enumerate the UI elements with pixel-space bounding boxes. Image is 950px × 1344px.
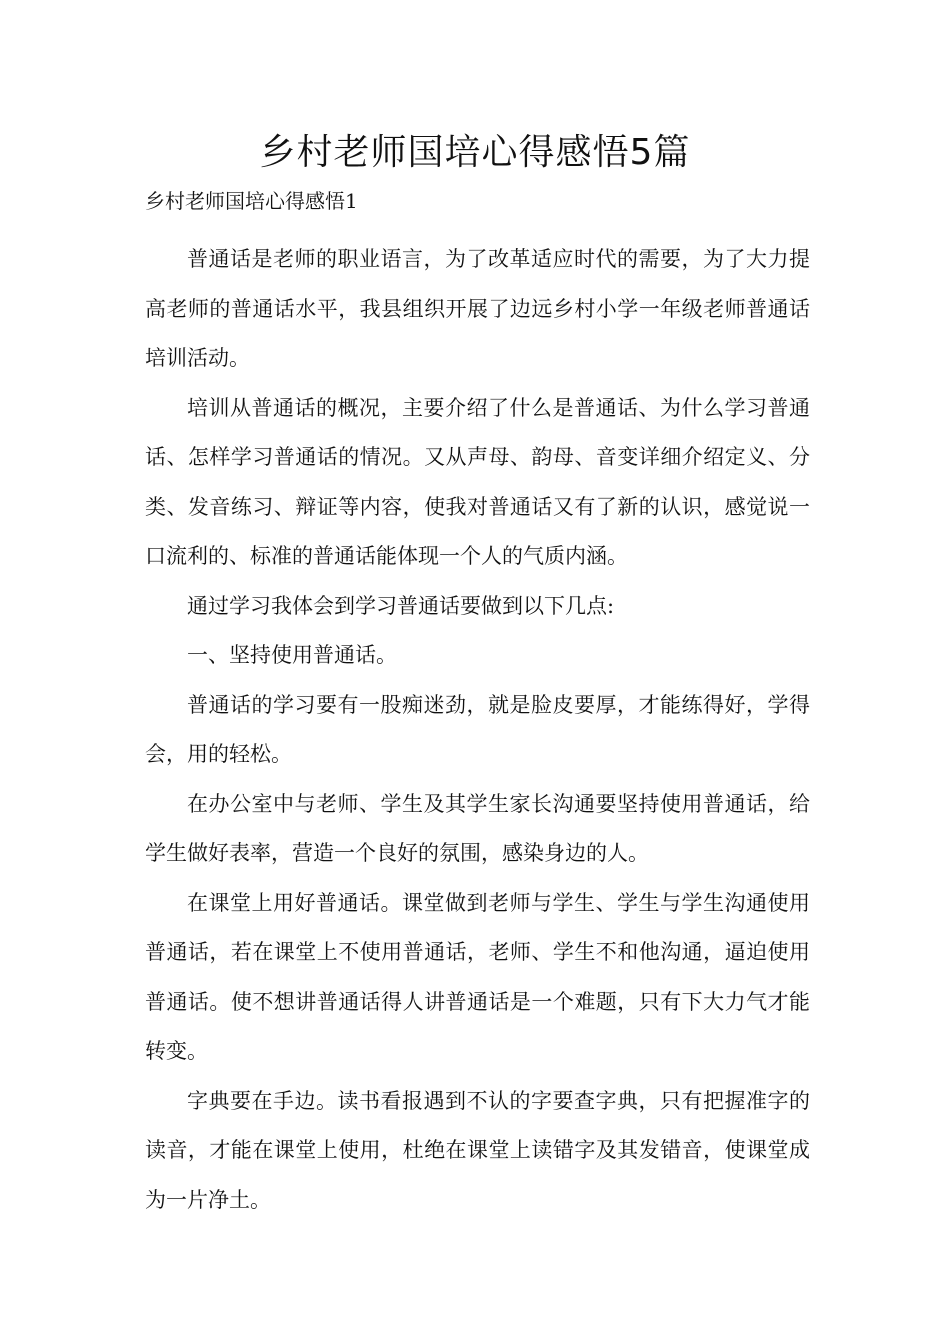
paragraph: 一、坚持使用普通话。 xyxy=(187,643,397,667)
section-heading: 乡村老师国培心得感悟1 xyxy=(145,189,358,213)
document-title: 乡村老师国培心得感悟5篇 xyxy=(259,132,691,173)
paragraph: 普通话的学习要有一股痴迷劲，就是脸皮要厚，才能练得好，学得会，用的轻松。 xyxy=(145,692,810,766)
paragraph: 培训从普通话的概况，主要介绍了什么是普通话、为什么学习普通话、怎样学习普通话的情况。又从声母、韵母、音变详细介绍定义、分类、发音练习、辩证等内容，使我对普通话又有了新的认识，感觉说一口流利的、标准的普通话能体现一个人的气质内涵。 xyxy=(145,395,810,568)
document-body xyxy=(145,235,810,1225)
paragraph: 普通话是老师的职业语言，为了改革适应时代的需要，为了大力提高老师的普通话水平，我县组织开展了边远乡村小学一年级老师普通话培训活动。 xyxy=(145,247,810,370)
paragraph: 字典要在手边。读书看报遇到不认的字要查字典，只有把握准字的读音，才能在课堂上使用，杜绝在课堂上读错字及其发错音，使课堂成为一片净土。 xyxy=(145,1088,810,1212)
paragraph: 在办公室中与老师、学生及其学生家长沟通要坚持使用普通话，给学生做好表率，营造一个良好的氛围，感染身边的人。 xyxy=(145,791,810,865)
paragraph: 在课堂上用好普通话。课堂做到老师与学生、学生与学生沟通使用普通话，若在课堂上不使用普通话，老师、学生不和他沟通，逼迫使用普通话。使不想讲普通话得人讲普通话是一个难题，只有下大力气才能转变。 xyxy=(145,890,810,1063)
paragraph: 通过学习我体会到学习普通话要做到以下几点: xyxy=(187,593,615,618)
